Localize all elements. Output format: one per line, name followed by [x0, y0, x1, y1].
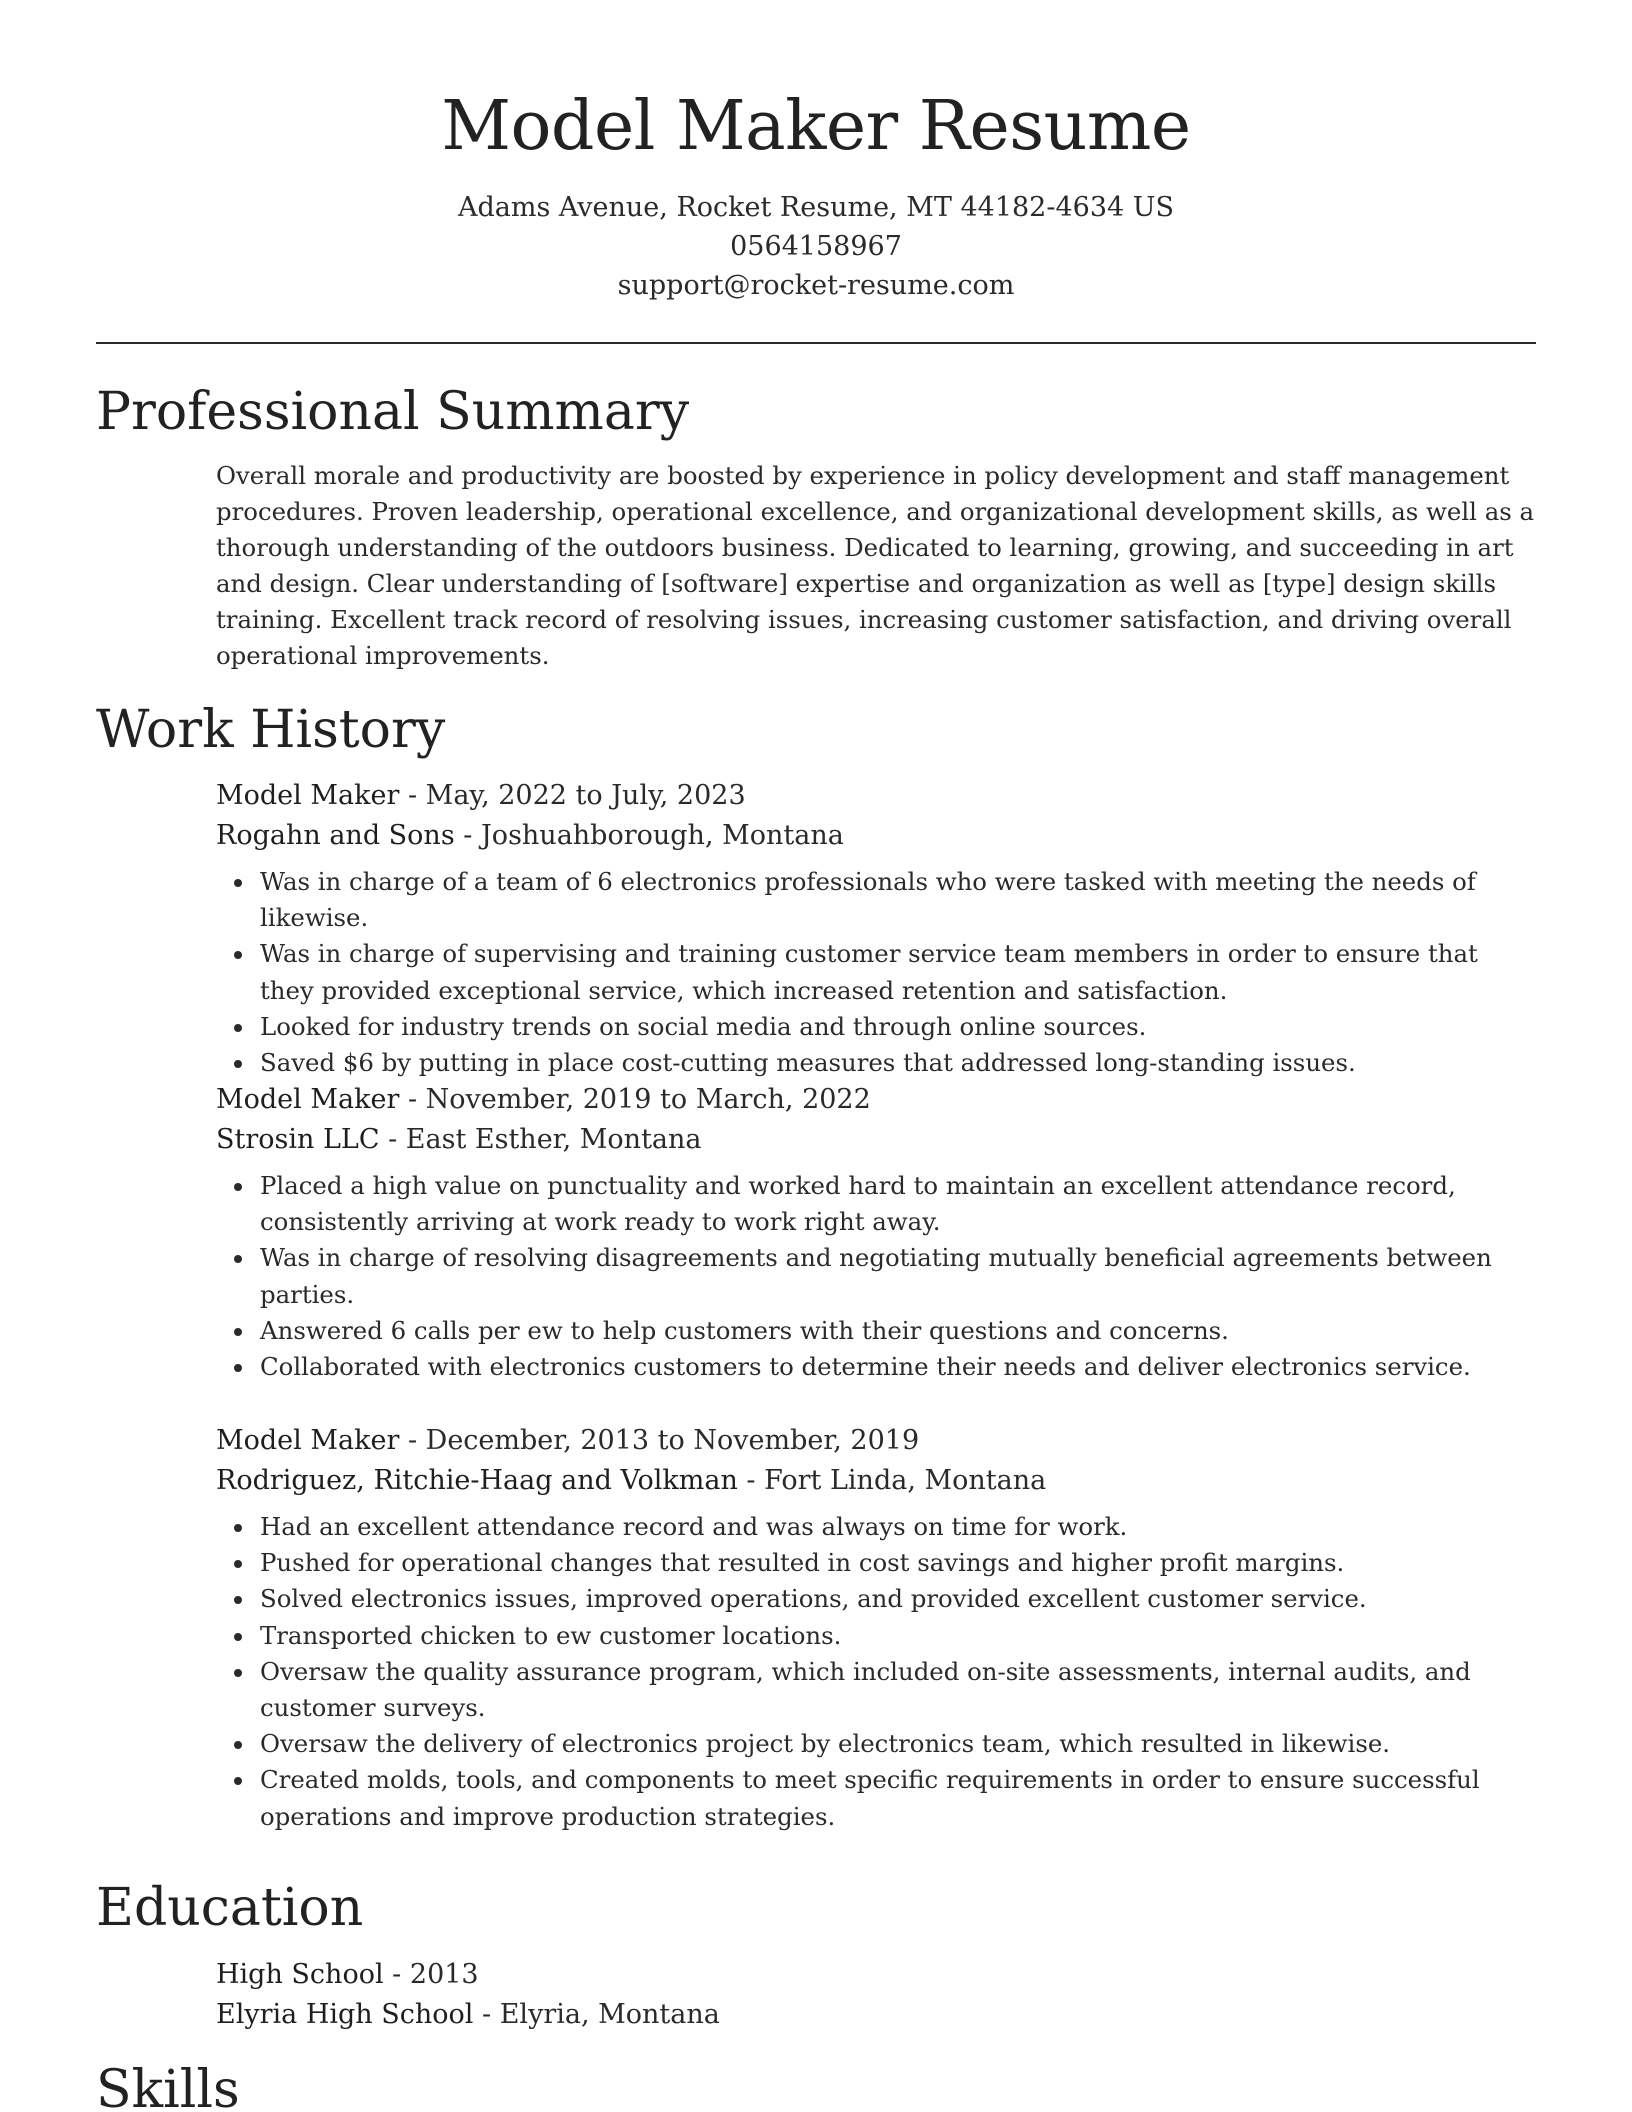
separator: - [473, 1999, 500, 2030]
contact-phone: 0564158967 [730, 231, 902, 262]
job-title-line [216, 776, 1536, 816]
job-title-line [216, 1421, 1536, 1461]
bullet-item: Pushed for operational changes that resulted in cost savings and higher profit margins. [260, 1545, 1536, 1581]
job-location: East Esther, Montana [405, 1124, 702, 1155]
job-title: Model Maker [216, 780, 400, 811]
separator: - [737, 1465, 765, 1496]
job-dates: November, 2019 to March, 2022 [425, 1084, 871, 1115]
education-school-line [216, 1995, 1536, 2035]
bullet-item: Placed a high value on punctuality and worked hard to maintain an excellent attendance record, consistently arriving at work ready to work right away. [260, 1168, 1536, 1240]
bullet-item: Looked for industry trends on social media and through online sources. [260, 1009, 1536, 1045]
education-location: Elyria, Montana [499, 1999, 720, 2030]
job-dates: December, 2013 to November, 2019 [425, 1425, 920, 1456]
bullet-item: Was in charge of supervising and training customer service team members in order to ensure that they provided exceptional service, which increased retention and satisfaction. [260, 936, 1536, 1008]
job-location: Fort Linda, Montana [764, 1465, 1047, 1496]
job-title-line [216, 1080, 1536, 1120]
header-divider [96, 342, 1536, 344]
section-title-work-history: Work History [96, 700, 446, 760]
contact-info [0, 188, 1632, 305]
section-title-skills: Skills [96, 2060, 240, 2112]
contact-address: Adams Avenue, Rocket Resume, MT 44182-4634 US [457, 192, 1175, 223]
job-company: Rogahn and Sons [216, 820, 455, 851]
bullet-item: Was in charge of a team of 6 electronics professionals who were tasked with meeting the needs of likewise. [260, 864, 1536, 936]
bullet-item: Saved $6 by putting in place cost-cutting measures that addressed long-standing issues. [260, 1045, 1536, 1081]
contact-email: support@rocket-resume.com [617, 270, 1015, 301]
bullet-item: Oversaw the quality assurance program, which included on-site assessments, internal audits, and customer surveys. [260, 1654, 1536, 1726]
job-company: Strosin LLC [216, 1124, 380, 1155]
job-dates: May, 2022 to July, 2023 [425, 780, 746, 811]
education-degree-line [216, 1955, 1536, 1995]
job-entry [216, 1421, 1536, 1835]
bullet-item: Had an excellent attendance record and was always on time for work. [260, 1509, 1536, 1545]
bullet-item: Oversaw the delivery of electronics project by electronics team, which resulted in likewise. [260, 1726, 1536, 1762]
job-company-line [216, 1120, 1536, 1160]
job-entry [216, 776, 1536, 1081]
separator: - [399, 1084, 426, 1115]
bullet-item: Created molds, tools, and components to meet specific requirements in order to ensure successful operations and improve production strategies. [260, 1762, 1536, 1834]
bullet-item: Solved electronics issues, improved operations, and provided excellent customer service. [260, 1581, 1536, 1617]
job-entry [216, 1080, 1536, 1385]
separator: - [454, 820, 481, 851]
job-location: Joshuahborough, Montana [480, 820, 844, 851]
job-company-line [216, 1461, 1536, 1501]
separator: - [383, 1959, 410, 1990]
job-bullets [216, 1509, 1536, 1835]
job-bullets [216, 1168, 1536, 1385]
education-school: Elyria High School [216, 1999, 474, 2030]
education-degree: High School [216, 1959, 384, 1990]
bullet-item: Transported chicken to ew customer locations. [260, 1618, 1536, 1654]
resume-header [0, 82, 1632, 305]
section-title-summary: Professional Summary [96, 382, 690, 442]
bullet-item: Answered 6 calls per ew to help customers with their questions and concerns. [260, 1313, 1536, 1349]
professional-summary-text: Overall morale and productivity are boosted by experience in policy development and staff management procedures. Proven leadership, operational excellence, and organizational development skills, as well as a thorough understanding of the outdoors business. Dedicated to learning, growing, and succeeding in art and design. Clear understanding of [software] expertise and organization as well as [type] design skills training. Excellent track record of resolving issues, increasing customer satisfaction, and driving overall operational improvements. [216, 461, 1535, 670]
job-title: Model Maker [216, 1084, 400, 1115]
job-bullets [216, 864, 1536, 1081]
resume-title: Model Maker Resume [441, 87, 1191, 166]
separator: - [399, 780, 426, 811]
job-company-line [216, 816, 1536, 856]
job-company: Rodriguez, Ritchie-Haag and Volkman [216, 1465, 738, 1496]
bullet-item: Collaborated with electronics customers to determine their needs and deliver electronics service. [260, 1349, 1536, 1385]
bullet-item: Was in charge of resolving disagreements and negotiating mutually beneficial agreements between parties. [260, 1240, 1536, 1312]
job-title: Model Maker [216, 1425, 400, 1456]
separator: - [379, 1124, 406, 1155]
education-entry [216, 1955, 1536, 2035]
section-title-education: Education [96, 1878, 364, 1938]
separator: - [399, 1425, 426, 1456]
education-year: 2013 [409, 1959, 479, 1990]
